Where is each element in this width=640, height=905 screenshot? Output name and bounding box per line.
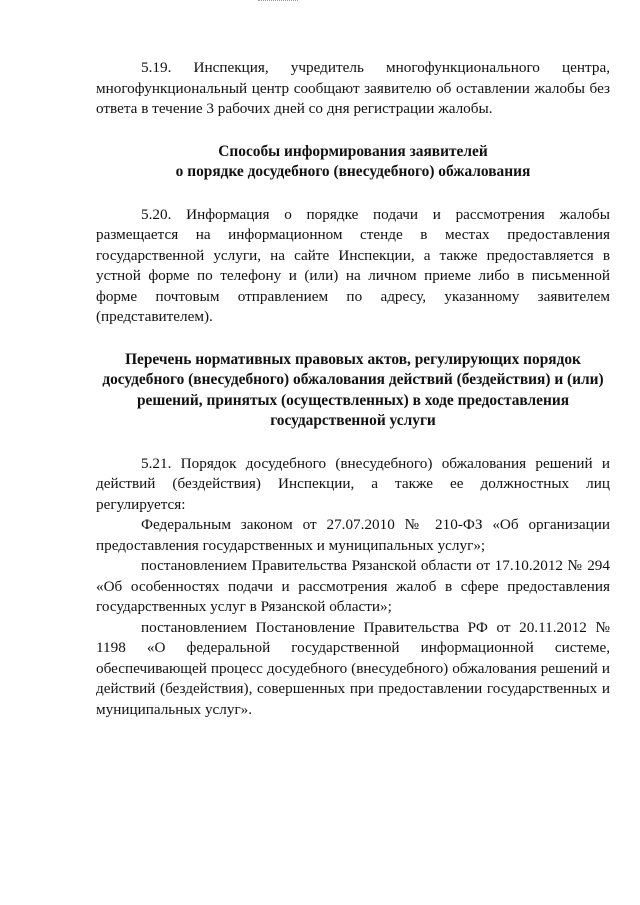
- document-body: [96, 58, 610, 720]
- section-heading-informing: [96, 142, 610, 183]
- paragraph-5-21: 5.21. Порядок досудебного (внесудебного) обжалования решений и действий (бездействия) Инспекции, а также ее должностных лиц регулируется:: [96, 454, 610, 513]
- section-heading-legal-acts: [96, 350, 610, 432]
- heading-line: государственной услуги: [270, 412, 436, 429]
- paragraph-5-20: 5.20. Информация о порядке подачи и рассмотрения жалобы размещается на информационном стенде в местах предоставления государственной услуги, на сайте Инспекции, а также предоставляется в устной форме по телефону и (или) на личном приеме либо в письменной форме почтовым отправлением по адресу, указанному заявителем (представителем).: [96, 205, 610, 325]
- paragraph-5-19: 5.19. Инспекция, учредитель многофункционального центра, многофункциональный центр сообщают заявителю об оставлении жалобы без ответа в течение 3 рабочих дней со дня регистрации жалобы.: [96, 59, 610, 117]
- heading-line: досудебного (внесудебного) обжалования действий (бездействия) и (или): [102, 371, 604, 388]
- law-item-210-fz: Федеральным законом от 27.07.2010 № 210-ФЗ «Об организации предоставления государственных и муниципальных услуг»;: [96, 516, 610, 554]
- scan-artifact: [258, 0, 298, 7]
- heading-line: о порядке досудебного (внесудебного) обжалования: [175, 163, 531, 180]
- heading-line: Перечень нормативных правовых актов, регулирующих порядок: [125, 350, 581, 368]
- heading-line: решений, принятых (осуществленных) в ходе предоставления: [136, 391, 570, 409]
- heading-line: Способы информирования заявителей: [218, 142, 488, 160]
- law-item-294: постановлением Правительства Рязанской области от 17.10.2012 № 294 «Об особенностях подачи и рассмотрения жалоб в сфере предоставления государственных услуг в Рязанской области»;: [96, 557, 610, 615]
- law-item-1198: постановлением Постановление Правительства РФ от 20.11.2012 № 1198 «О федеральной государственной информационной системе, обеспечивающей процесс досудебного (внесудебного) обжалования решений и действий (бездействия), совершенных при предоставлении государственных и муниципальных услуг».: [96, 618, 610, 718]
